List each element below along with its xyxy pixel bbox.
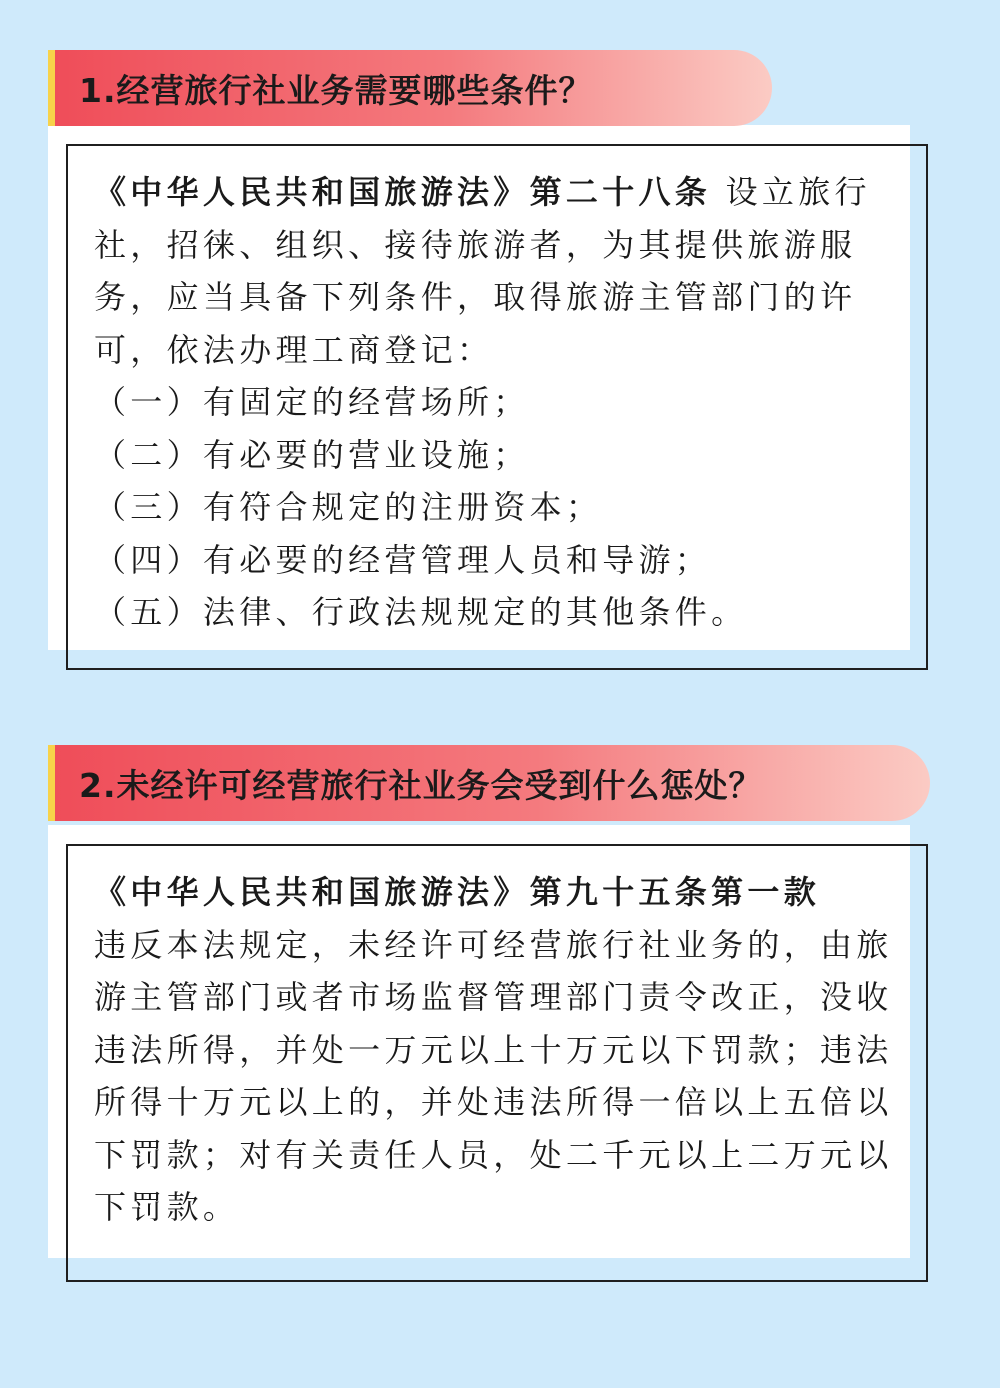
content-box-1 <box>66 144 928 670</box>
section-2 <box>0 700 1000 1320</box>
article-body-2: 违反本法规定，未经许可经营旅行社业务的，由旅游主管部门或者市场监督管理部门责令改正，没收违法所得，并处一万元以上十万元以下罚款；违法所得十万元以上的，并处违法所得一倍以上五倍以下罚款；对有关责任人员，处二千元以上二万元以下罚款。 <box>94 925 893 1226</box>
condition-item: （二）有必要的营业设施； <box>94 435 530 474</box>
law-reference-2-line <box>94 866 900 919</box>
condition-item: （五）法律、行政法规规定的其他条件。 <box>94 593 748 631</box>
condition-item: （四）有必要的经营管理人员和导游； <box>94 540 712 579</box>
content-box-2 <box>66 844 928 1282</box>
section-header-1 <box>48 50 772 126</box>
section-title-1: 1.经营旅行社业务需要哪些条件？ <box>79 70 593 110</box>
law-reference-2: 《中华人民共和国旅游法》第九十五条第一款 <box>94 873 821 911</box>
section-header-2 <box>48 745 930 821</box>
article-body-1: 设立旅行社，招徕、组织、接待旅游者，为其提供旅游服务，应当具备下列条件，取得旅游主管部门的许可，依法办理工商登记： <box>94 173 871 369</box>
condition-list <box>94 376 900 639</box>
section-title-2: 2.未经许可经营旅行社业务会受到什么惩处？ <box>79 765 763 805</box>
condition-item: （三）有符合规定的注册资本； <box>94 488 603 526</box>
law-reference-1: 《中华人民共和国旅游法》第二十八条 <box>94 173 712 211</box>
condition-item: （一）有固定的经营场所； <box>94 383 530 421</box>
article-text-1 <box>94 166 900 376</box>
